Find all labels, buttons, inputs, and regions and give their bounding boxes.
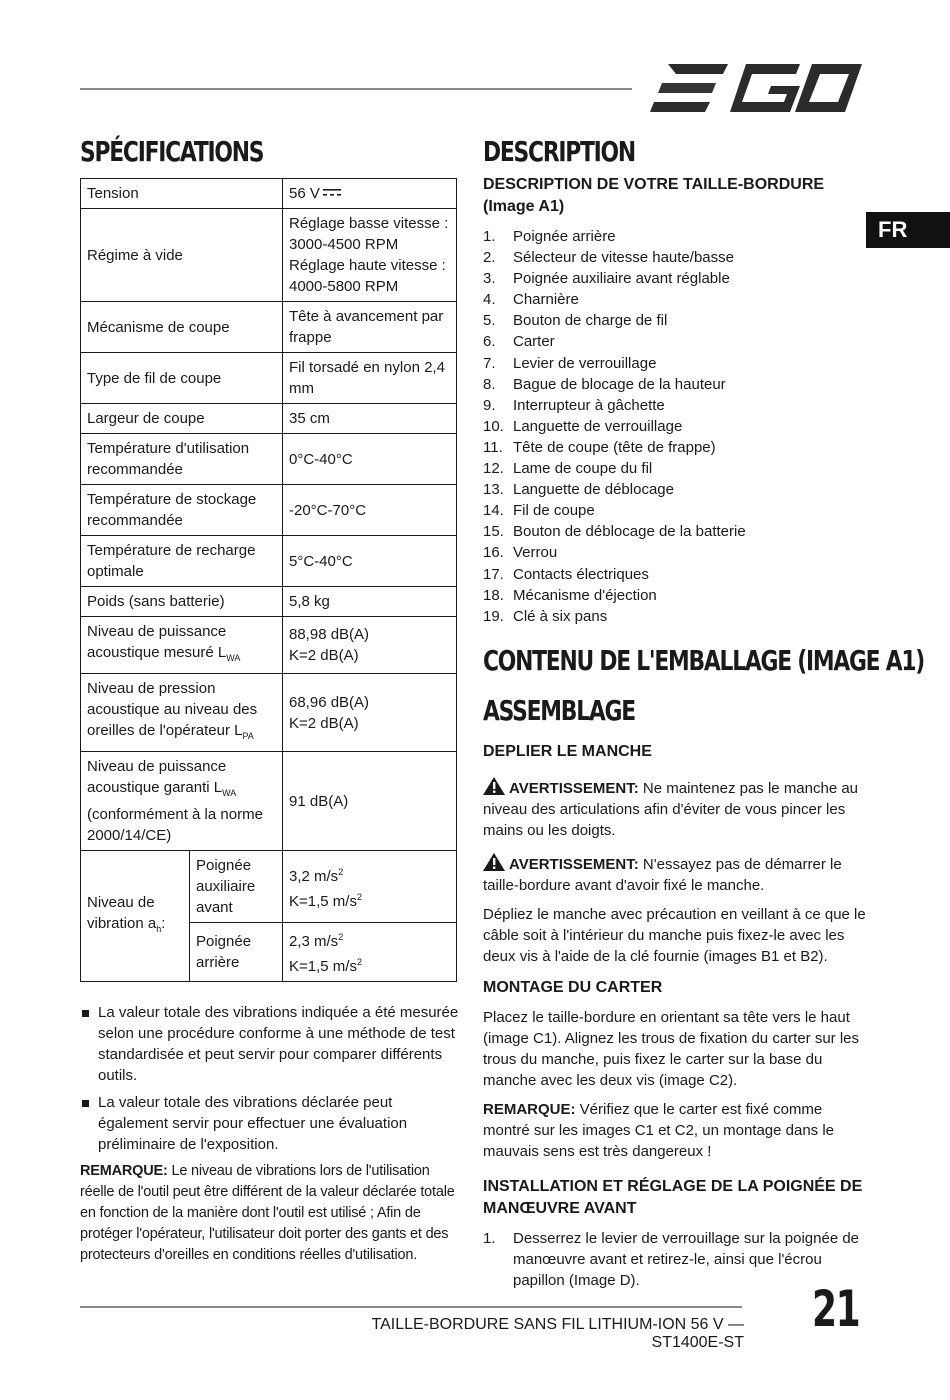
spec-label	[81, 587, 283, 617]
vibration-value: 2,3 m/s	[289, 933, 339, 950]
spec-label-text: Poids (sans batterie)	[87, 593, 225, 610]
list-item	[483, 310, 868, 331]
spec-label-text: Niveau de vibration a	[87, 894, 157, 932]
item-number: 11.	[483, 438, 503, 456]
spec-value-text: 91 dB(A)	[289, 792, 349, 810]
spec-label	[81, 404, 283, 434]
spec-label-subscript: h	[156, 924, 162, 934]
list-item	[483, 564, 868, 585]
item-text: Bouton de déblocage de la batterie	[513, 523, 746, 541]
spec-value-text: Fil torsadé en nylon 2,4 mm	[289, 359, 445, 397]
item-text: Poignée auxiliaire avant réglable	[513, 270, 730, 288]
table-row	[81, 485, 457, 536]
remark-text: Vérifiez que le carter est fixé comme montré sur les images C1 et C2, un montage dans le mauvais sens est très dangereux !	[483, 1100, 835, 1160]
warning-text: Ne maintenez pas le manche au niveau des articulations afin d'éviter de vous pincer les mains ou les doigts.	[483, 779, 859, 839]
spec-label-text: Température de recharge optimale	[87, 542, 256, 580]
item-text: Levier de verrouillage	[513, 354, 657, 372]
unit-superscript: 2	[338, 866, 344, 877]
description-title: DESCRIPTION	[483, 135, 635, 168]
spec-value	[283, 587, 457, 617]
spec-value	[283, 179, 457, 209]
cell-line: 68,96 dB(A)	[289, 693, 370, 711]
list-item	[483, 479, 868, 500]
item-number: 16.	[483, 544, 504, 562]
spec-value	[283, 923, 457, 982]
item-text: Interrupteur à gâchette	[513, 396, 665, 414]
item-number: 9.	[483, 396, 496, 414]
list-item	[483, 331, 868, 352]
item-text: Languette de verrouillage	[513, 417, 683, 435]
description-column	[483, 132, 925, 1291]
item-number: 12.	[483, 460, 504, 478]
step-text: Desserrez le levier de verrouillage sur la poignée de manœuvre avant et retirez-le, ainsi que l'écrou papillon (Image D).	[513, 1229, 860, 1289]
spec-label	[81, 434, 283, 485]
spec-label	[81, 617, 283, 674]
package-title: CONTENU DE L'EMBALLAGE (IMAGE A1)	[483, 643, 925, 677]
list-item	[483, 374, 868, 395]
spec-label-subscript: WA	[226, 653, 241, 663]
spec-label	[81, 302, 283, 353]
page-number: 21	[812, 1280, 860, 1338]
list-item	[483, 521, 868, 542]
remark-label: REMARQUE:	[483, 1100, 576, 1118]
list-item: La valeur totale des vibrations déclarée peut également servir pour effectuer une évaluation préliminaire de l'exposition.	[80, 1092, 462, 1155]
spec-label-subscript: WA	[222, 788, 237, 798]
item-text: Charnière	[513, 291, 579, 309]
table-row	[81, 587, 457, 617]
item-text: Sélecteur de vitesse haute/basse	[513, 249, 734, 267]
spec-value	[283, 485, 457, 536]
item-text: Languette de déblocage	[513, 481, 674, 499]
vibration-value: 3,2 m/s	[289, 867, 339, 885]
spec-label-text: Niveau de puissance acoustique garanti L	[87, 758, 227, 796]
unfold-instructions: Dépliez le manche avec précaution en veillant à ce que le câble soit à l'intérieur du manche puis fixez-le avec les deux vis à l'aide de la clé fournie (images B1 et B2).	[483, 905, 866, 965]
step-number: 1.	[483, 1229, 496, 1247]
warning-label: AVERTISSEMENT:	[509, 779, 639, 797]
spec-label-text: Type de fil de coupe	[87, 369, 222, 387]
spec-label-tail: (conformément à la norme 2000/14/CE)	[87, 806, 263, 844]
header-rule	[80, 88, 632, 90]
unit-superscript: 2	[356, 891, 362, 902]
item-text: Bouton de charge de fil	[513, 312, 668, 330]
list-item	[483, 395, 868, 416]
list-item	[483, 500, 868, 521]
item-number: 6.	[483, 333, 496, 351]
item-text: Bague de blocage de la hauteur	[513, 375, 726, 393]
dc-current-icon	[323, 189, 341, 197]
spec-value	[283, 353, 457, 404]
list-item	[483, 542, 868, 563]
list-item	[483, 268, 868, 289]
vibration-notes	[80, 1002, 462, 1155]
vibration-remark	[80, 1161, 462, 1266]
cell-line: Réglage haute vitesse :	[289, 257, 446, 274]
ego-logo	[650, 60, 862, 116]
spec-value	[283, 209, 457, 302]
spec-value	[283, 617, 457, 674]
specifications-title: SPÉCIFICATIONS	[80, 135, 264, 168]
warning-start	[483, 853, 868, 896]
description-subtitle: DESCRIPTION DE VOTRE TAILLE-BORDURE (Image A1)	[483, 176, 825, 215]
spec-label	[81, 674, 283, 752]
guard-title: MONTAGE DU CARTER	[483, 978, 663, 996]
item-text: Contacts électriques	[513, 565, 649, 583]
spec-value	[283, 302, 457, 353]
table-row	[81, 434, 457, 485]
parts-list	[483, 226, 868, 627]
list-item	[483, 353, 868, 374]
guard-instructions: Placez le taille-bordure en orientant sa tête vers le haut (image C1). Alignez les trous de fixation du carter sur les trous du manche, puis fixez le carter sur la base du manche avec les deux vis (image C2).	[483, 1008, 860, 1089]
item-text: Poignée arrière	[513, 228, 616, 245]
remark-text: Le niveau de vibrations lors de l'utilisation réelle de l'outil peut être différent de la valeur déclarée totale en fonction de la manière dont l'outil est utilisé ; Afin de protéger l'opérateur, l'utilisateur doit porter des gants et des protecteurs d'oreilles en conditions réelles d'utilisation.	[80, 1163, 455, 1263]
cell-line: K=2 dB(A)	[289, 647, 359, 664]
language-tab: FR	[866, 212, 950, 248]
warning-label: AVERTISSEMENT:	[509, 855, 639, 873]
item-number: 19.	[483, 607, 504, 625]
item-number: 5.	[483, 312, 496, 330]
spec-value	[283, 404, 457, 434]
warning-icon	[483, 777, 505, 795]
item-text: Verrou	[513, 544, 558, 562]
list-item	[483, 289, 868, 310]
list-item	[483, 247, 868, 268]
guard-remark	[483, 1099, 868, 1162]
item-number: 3.	[483, 270, 496, 288]
item-text: Tête de coupe (tête de frappe)	[513, 438, 716, 456]
spec-label	[81, 179, 283, 209]
item-text: Fil de coupe	[513, 502, 595, 520]
item-text: Lame de coupe du fil	[513, 460, 653, 478]
unit-superscript: 2	[338, 932, 344, 942]
unit-superscript: 2	[356, 957, 362, 967]
spec-label	[81, 851, 190, 982]
spec-label	[81, 353, 283, 404]
table-row	[81, 302, 457, 353]
item-number: 10.	[483, 417, 504, 435]
table-row	[81, 752, 457, 851]
front-handle-title: INSTALLATION ET RÉGLAGE DE LA POIGNÉE DE MANŒUVRE AVANT	[483, 1177, 863, 1217]
item-number: 15.	[483, 523, 504, 541]
table-row	[81, 536, 457, 587]
item-number: 8.	[483, 375, 496, 393]
spec-label	[81, 752, 283, 851]
item-text: Clé à six pans	[513, 607, 608, 625]
spec-value	[283, 851, 457, 923]
spec-label-text: Mécanisme de coupe	[87, 318, 230, 336]
cell-line: 3000-4500 RPM	[289, 236, 399, 253]
warning-text: N'essayez pas de démarrer le taille-bordure avant d'avoir fixé le manche.	[483, 855, 842, 894]
spec-value-text: 0°C-40°C	[289, 450, 353, 468]
cell-line: Réglage basse vitesse :	[289, 215, 449, 232]
item-number: 7.	[483, 354, 496, 372]
spec-label-text: Régime à vide	[87, 246, 183, 264]
spec-value-text: -20°C-70°C	[289, 501, 367, 519]
spec-label-tail: :	[161, 915, 166, 932]
spec-label	[81, 485, 283, 536]
specifications-column	[80, 132, 462, 1266]
spec-label-subscript: PA	[242, 731, 254, 741]
list-item	[483, 1228, 868, 1291]
table-row	[81, 851, 457, 923]
item-number: 17.	[483, 565, 504, 583]
spec-label-text: Niveau de pression acoustique au niveau des oreilles de l'opérateur L	[87, 680, 258, 739]
spec-sub-label: Poignée auxiliaire avant	[190, 851, 283, 923]
spec-value-text: 5°C-40°C	[289, 552, 353, 570]
spec-label-text: Température d'utilisation recommandée	[87, 440, 250, 478]
item-number: 1.	[483, 228, 496, 245]
list-item	[483, 416, 868, 437]
remark-label: REMARQUE:	[80, 1163, 168, 1179]
spec-value-text: Tête à avancement par frappe	[289, 308, 444, 346]
spec-label	[81, 209, 283, 302]
spec-value	[283, 752, 457, 851]
table-row	[81, 674, 457, 752]
item-number: 4.	[483, 291, 496, 309]
spec-label-text: Tension	[87, 185, 139, 202]
list-item	[483, 606, 868, 627]
cell-line: 4000-5800 RPM	[289, 278, 399, 295]
item-number: 13.	[483, 481, 504, 499]
spec-sub-label: Poignée arrière	[190, 923, 283, 982]
table-row	[81, 179, 457, 209]
table-row	[81, 617, 457, 674]
table-row	[81, 209, 457, 302]
assembly-title: ASSEMBLAGE	[483, 693, 635, 727]
table-row	[81, 404, 457, 434]
list-item	[483, 437, 868, 458]
spec-label	[81, 536, 283, 587]
item-text: Mécanisme d'éjection	[513, 586, 657, 604]
spec-value	[283, 434, 457, 485]
warning-icon	[483, 853, 505, 871]
spec-label-text: Température de stockage recommandée	[87, 491, 257, 529]
table-row	[81, 353, 457, 404]
footer-title: TAILLE-BORDURE SANS FIL LITHIUM-ION 56 V — ST1400E-ST	[371, 1316, 744, 1351]
spec-value-text: 35 cm	[289, 410, 330, 427]
spec-value-text: 56 V	[289, 185, 320, 202]
list-item: La valeur totale des vibrations indiquée a été mesurée selon une procédure conforme à une méthode de test standardisée et peut servir pour comparer différents outils.	[80, 1002, 462, 1086]
cell-line: K=2 dB(A)	[289, 714, 359, 732]
item-number: 18.	[483, 586, 504, 604]
item-number: 2.	[483, 249, 496, 267]
spec-label-text: Largeur de coupe	[87, 410, 205, 427]
list-item	[483, 226, 868, 247]
spec-value	[283, 536, 457, 587]
item-text: Carter	[513, 333, 555, 351]
front-handle-steps	[483, 1228, 868, 1291]
uncertainty-value: K=1,5 m/s	[289, 958, 357, 975]
cell-line: 88,98 dB(A)	[289, 626, 370, 643]
uncertainty-value: K=1,5 m/s	[289, 892, 357, 910]
spec-label-text: Niveau de puissance acoustique mesuré L	[87, 623, 227, 661]
unfold-handle-title: DEPLIER LE MANCHE	[483, 742, 652, 760]
list-item	[483, 458, 868, 479]
spec-value	[283, 674, 457, 752]
footer-rule	[80, 1306, 742, 1308]
item-number: 14.	[483, 502, 504, 520]
warning-pinch	[483, 777, 868, 841]
specifications-table	[80, 178, 457, 982]
list-item	[483, 585, 868, 606]
spec-value-text: 5,8 kg	[289, 593, 330, 610]
